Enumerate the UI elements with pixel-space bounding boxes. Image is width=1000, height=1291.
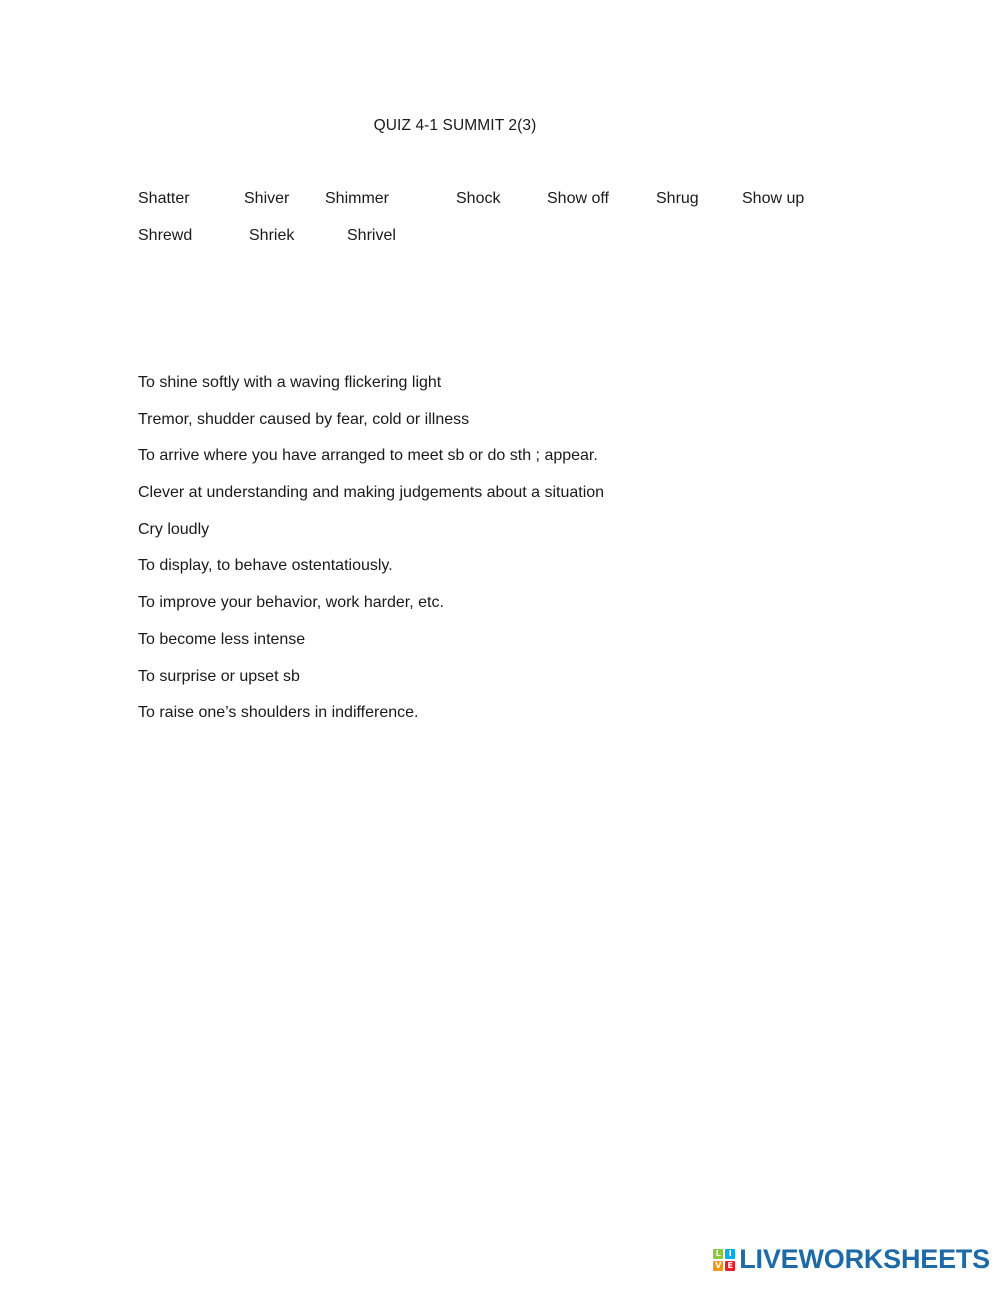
- definition-item: To display, to behave ostentatiously.: [138, 557, 393, 575]
- word-bank-item: Show off: [547, 190, 609, 207]
- word-bank-item: Shatter: [138, 190, 190, 207]
- definition-item: Clever at understanding and making judgements about a situation: [138, 484, 605, 502]
- definition-item: To surprise or upset sb: [138, 667, 300, 685]
- word-bank-item: Shrug: [656, 190, 699, 207]
- word-bank-item: Shiver: [244, 190, 290, 207]
- logo-mark-letter: L: [713, 1249, 723, 1259]
- definitions-list: [138, 373, 604, 740]
- quiz-title: QUIZ 4-1 SUMMIT 2(3): [373, 117, 537, 134]
- word-bank-item: Shimmer: [325, 190, 390, 207]
- liveworksheets-logo: [713, 1246, 990, 1273]
- word-bank-item: Shriek: [249, 227, 295, 244]
- definition-item: To raise one’s shoulders in indifference.: [138, 704, 419, 722]
- logo-mark-letter: V: [715, 1261, 722, 1270]
- word-bank-item: Shrewd: [138, 227, 193, 244]
- word-bank-item: Shrivel: [347, 227, 396, 244]
- word-bank-item: Shock: [456, 190, 501, 207]
- definition-item: Tremor, shudder caused by fear, cold or illness: [138, 410, 470, 428]
- definition-item: Cry loudly: [138, 520, 210, 538]
- definition-item: To arrive where you have arranged to meet sb or do sth ; appear.: [138, 447, 598, 465]
- definition-item: To improve your behavior, work harder, etc.: [138, 594, 444, 612]
- logo-mark-letter: I: [725, 1249, 735, 1259]
- definition-item: To shine softly with a waving flickering light: [138, 374, 442, 391]
- logo-mark-letter: E: [725, 1261, 735, 1271]
- logo-text: LIVEWORKSHEETS: [739, 1244, 990, 1274]
- logo-mark-icon: [713, 1249, 735, 1271]
- definition-item: To become less intense: [138, 630, 306, 648]
- word-bank-item: Show up: [742, 190, 805, 207]
